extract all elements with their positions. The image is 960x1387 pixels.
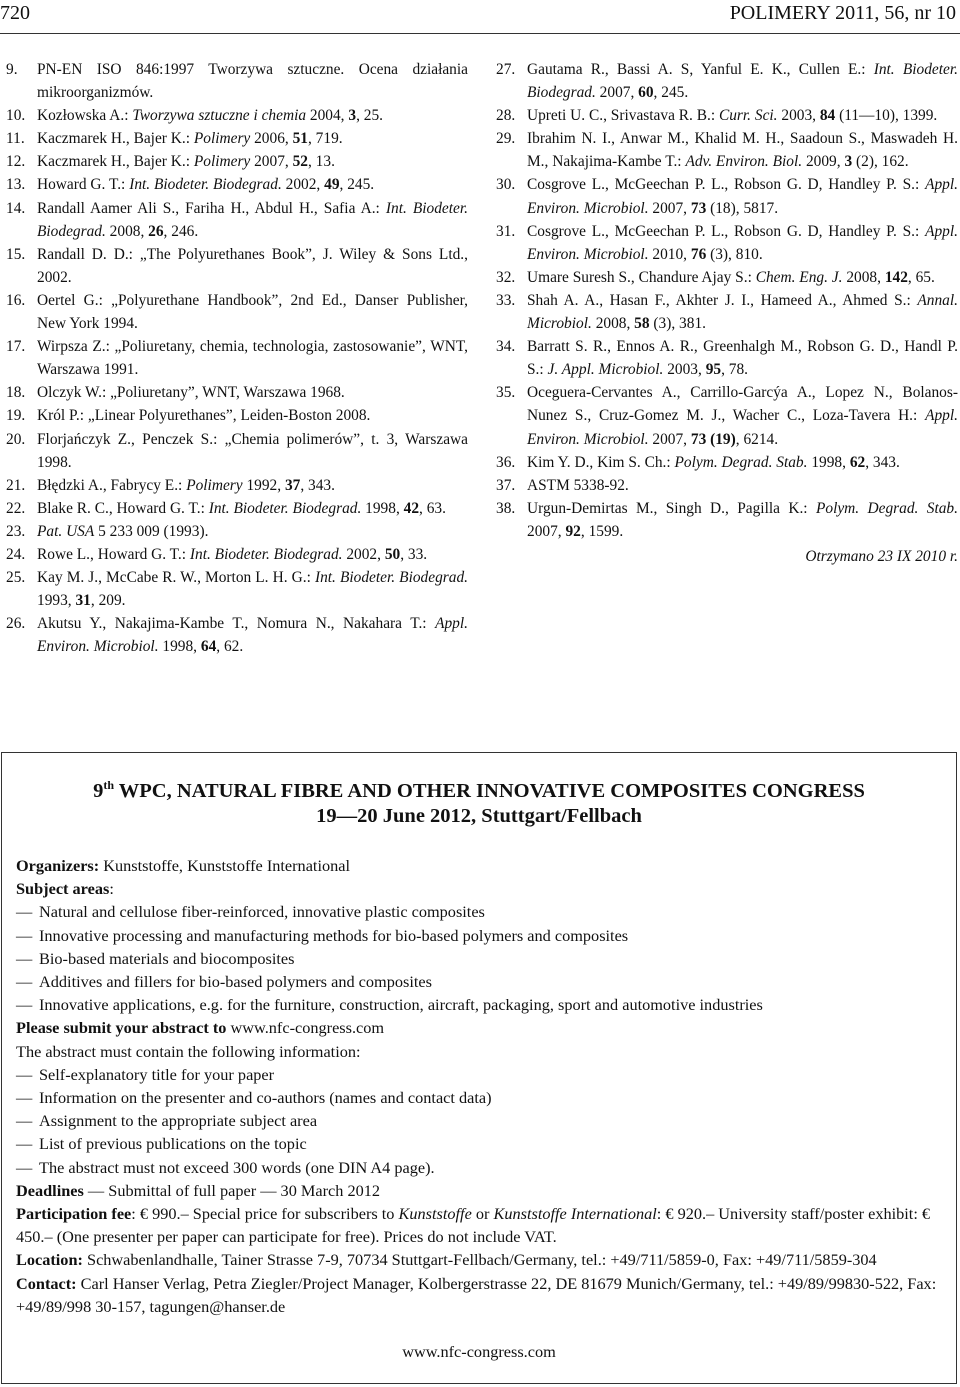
reference-number: 18. xyxy=(6,384,26,402)
reference-item xyxy=(6,428,468,474)
dash-bullet: — xyxy=(16,1157,33,1177)
reference-number: 35. xyxy=(496,384,516,402)
dash-bullet: — xyxy=(16,925,33,945)
references-left-column xyxy=(6,58,468,658)
reference-number: 22. xyxy=(6,499,26,517)
dash-bullet: — xyxy=(16,948,33,968)
reference-item xyxy=(6,520,468,543)
reference-item xyxy=(6,58,468,104)
list-item: — List of previous publications on the topic xyxy=(16,1132,946,1155)
reference-item xyxy=(6,335,468,381)
dash-bullet: — xyxy=(16,1064,33,1084)
list-item: — Information on the presenter and co-authors (names and contact data) xyxy=(16,1086,946,1109)
reference-number: 34. xyxy=(496,338,516,356)
reference-number: 23. xyxy=(6,522,26,540)
list-item: — Bio-based materials and biocomposites xyxy=(16,947,946,970)
reference-item xyxy=(496,451,958,474)
reference-number: 38. xyxy=(496,499,516,517)
reference-text: Ibrahim N. I., Anwar M., Khalid M. H., Saadoun S., Maswadeh H. M., Nakajima-Kambe T.: Adv. Environ. Biol. 2009, 3 (2), 162. xyxy=(527,130,958,171)
abstract-intro: The abstract must contain the following information: xyxy=(16,1041,361,1061)
list-item: — Innovative applications, e.g. for the furniture, construction, aircraft, packaging, sport and automotive industries xyxy=(16,993,946,1016)
reference-item xyxy=(496,474,958,497)
reference-number: 29. xyxy=(496,130,516,148)
reference-text: Pat. USA 5 233 009 (1993). xyxy=(37,522,209,540)
list-item: — Natural and cellulose fiber-reinforced, innovative plastic composites xyxy=(16,900,946,923)
reference-text: Błędzki A., Fabrycy E.: Polimery 1992, 37, 343. xyxy=(37,476,335,494)
reference-text: Shah A. A., Hasan F., Akhter J. I., Hameed A., Ahmed S.: Annal. Microbiol. 2008, 58 (3), 381. xyxy=(527,291,958,333)
reference-item xyxy=(6,404,468,427)
reference-item xyxy=(6,497,468,520)
reference-item xyxy=(6,150,468,173)
announcement-box xyxy=(1,752,957,1384)
reference-item xyxy=(496,289,958,335)
dash-bullet: — xyxy=(16,1088,33,1108)
reference-number: 9. xyxy=(6,61,18,78)
reference-item xyxy=(6,127,468,150)
reference-number: 26. xyxy=(6,615,26,633)
reference-number: 13. xyxy=(6,176,26,194)
reference-text: ASTM 5338-92. xyxy=(527,476,629,494)
reference-text: Kaczmarek H., Bajer K.: Polimery 2006, 51, 719. xyxy=(37,130,343,148)
list-item: — Assignment to the appropriate subject area xyxy=(16,1109,946,1132)
subject-areas-heading: Subject areas: xyxy=(16,879,114,899)
dash-bullet: — xyxy=(16,1111,33,1131)
reference-item xyxy=(496,127,958,173)
reference-number: 15. xyxy=(6,245,26,263)
reference-item xyxy=(6,104,468,127)
reference-number: 37. xyxy=(496,476,516,494)
reference-text: Randall D. D.: „The Polyurethanes Book”, J. Wiley & Sons Ltd., 2002. xyxy=(37,245,468,286)
dash-bullet: — xyxy=(16,995,33,1015)
reference-text: Florjańczyk Z., Penczek S.: „Chemia polimerów”, t. 3, Warszawa 1998. xyxy=(37,430,468,471)
reference-number: 28. xyxy=(496,107,516,125)
header-rule xyxy=(0,33,960,34)
reference-text: Rowe L., Howard G. T.: Int. Biodeter. Biodegrad. 2002, 50, 33. xyxy=(37,545,428,563)
reference-number: 14. xyxy=(6,199,26,217)
reference-number: 16. xyxy=(6,291,26,309)
reference-text: Kozłowska A.: Tworzywa sztuczne i chemia 2004, 3, 25. xyxy=(37,107,384,125)
reference-text: Cosgrove L., McGeechan P. L., Robson G. D, Handley P. S.: Appl. Environ. Microbiol. 2010, 76 (3), 810. xyxy=(527,222,958,263)
reference-item xyxy=(496,220,958,266)
reference-item xyxy=(496,173,958,219)
reference-text: Randall Aamer Ali S., Fariha H., Abdul H., Safia A.: Int. Biodeter. Biodegrad. 2008, 26, 246. xyxy=(37,199,468,240)
reference-number: 24. xyxy=(6,545,26,563)
reference-text: Kaczmarek H., Bajer K.: Polimery 2007, 52, 13. xyxy=(37,153,335,171)
reference-text: Howard G. T.: Int. Biodeter. Biodegrad. 2002, 49, 245. xyxy=(37,176,375,194)
reference-number: 32. xyxy=(496,268,516,286)
reference-item xyxy=(496,266,958,289)
list-item: — The abstract must not exceed 300 words (one DIN A4 page). xyxy=(16,1156,946,1179)
reference-item xyxy=(6,381,468,404)
reference-text: Kay M. J., McCabe R. W., Morton L. H. G.: Int. Biodeter. Biodegrad. 1993, 31, 209. xyxy=(37,569,468,610)
reference-text: Urgun-Demirtas M., Singh D., Pagilla K.: Polym. Degrad. Stab. 2007, 92, 1599. xyxy=(527,499,958,540)
reference-item xyxy=(6,543,468,566)
reference-item xyxy=(6,243,468,289)
reference-text: Wirpsza Z.: „Poliuretany, chemia, technologia, zastosowanie”, WNT, Warszawa 1991. xyxy=(37,338,468,379)
list-item: — Innovative processing and manufacturing methods for bio-based polymers and composites xyxy=(16,924,946,947)
abstract-requirements-list xyxy=(16,1063,946,1179)
organizers-line: Organizers: Kunststoffe, Kunststoffe International xyxy=(16,856,350,875)
page-number: 720 xyxy=(0,2,30,24)
reference-number: 17. xyxy=(6,338,26,356)
participation-fee: Participation fee: € 990.– Special price for subscribers to Kunststoffe or Kunststoffe International: € 920.– University staff/poster exhibit: € 450.– (One presenter per paper can participate for free). Prices do not include VAT. xyxy=(16,1204,931,1247)
reference-number: 27. xyxy=(496,61,516,78)
reference-text: Król P.: „Linear Polyurethanes”, Leiden-Boston 2008. xyxy=(37,407,371,425)
reference-number: 11. xyxy=(6,130,25,148)
reference-number: 12. xyxy=(6,153,26,171)
list-item: — Additives and fillers for bio-based polymers and composites xyxy=(16,970,946,993)
reference-item xyxy=(496,497,958,543)
subject-areas-list xyxy=(16,900,946,1016)
dash-bullet: — xyxy=(16,902,33,922)
reference-item xyxy=(496,58,958,104)
announcement-title: 9th WPC, NATURAL FIBRE AND OTHER INNOVATIVE COMPOSITES CONGRESS 19—20 June 2012, Stuttgart/Fellbach xyxy=(93,778,865,827)
location-line: Location: Schwabenlandhalle, Tainer Strasse 7-9, 70734 Stuttgart-Fellbach/Germany, tel.: +49/711/5859-0, Fax: +49/711/5859-304 xyxy=(16,1250,877,1270)
submit-url-link[interactable]: www.nfc-congress.com xyxy=(226,1018,385,1038)
announcement-body xyxy=(16,854,946,1318)
reference-text: Blake R. C., Howard G. T.: Int. Biodeter. Biodegrad. 1998, 42, 63. xyxy=(37,499,446,517)
reference-text: Oceguera-Cervantes A., Carrillo-Garcýa A., Lopez N., Bolanos-Nunez S., Cruz-Gomez M. J., Wacher C., Loza-Tavera H.: Appl. Environ. Microbiol. 2007, 73 (19), 6214. xyxy=(527,384,958,448)
reference-number: 31. xyxy=(496,222,516,240)
reference-item xyxy=(6,289,468,335)
announcement-dates: 19—20 June 2012, Stuttgart/Fellbach xyxy=(316,805,642,827)
reference-number: 21. xyxy=(6,476,26,494)
contact-line: Contact: Carl Hanser Verlag, Petra Ziegler/Project Manager, Kolbergerstrasse 22, DE 81679 Munich/Germany, tel.: +49/89/99830-522, Fax: +49/89/998 30-157, tagungen@hanser.de xyxy=(16,1273,937,1316)
reference-text: Olczyk W.: „Poliuretany”, WNT, Warszawa 1968. xyxy=(37,384,345,402)
reference-item xyxy=(6,612,468,658)
journal-title: POLIMERY 2011, 56, nr 10 xyxy=(729,2,956,24)
reference-item xyxy=(6,566,468,612)
reference-item xyxy=(496,335,958,381)
reference-number: 20. xyxy=(6,430,26,448)
reference-text: Oertel G.: „Polyurethane Handbook”, 2nd Ed., Danser Publisher, New York 1994. xyxy=(37,291,468,333)
reference-text: Akutsu Y., Nakajima-Kambe T., Nomura N., Nakahara T.: Appl. Environ. Microbiol. 1998, 64, 62. xyxy=(37,615,468,656)
reference-text: Upreti U. C., Srivastava R. B.: Curr. Sci. 2003, 84 (11—10), 1399. xyxy=(527,107,938,125)
reference-number: 30. xyxy=(496,176,516,194)
reference-item xyxy=(6,197,468,243)
deadlines-line: Deadlines — Submittal of full paper — 30 March 2012 xyxy=(16,1180,381,1200)
reference-text: Gautama R., Bassi A. S, Yanful E. K., Cullen E.: Int. Biodeter. Biodegrad. 2007, 60, 245. xyxy=(527,61,958,102)
footer-url-link[interactable]: www.nfc-congress.com xyxy=(402,1342,556,1361)
reference-number: 10. xyxy=(6,107,26,125)
reference-item xyxy=(6,474,468,497)
dash-bullet: — xyxy=(16,972,33,992)
list-item: — Self-explanatory title for your paper xyxy=(16,1063,946,1086)
reference-number: 36. xyxy=(496,453,516,471)
reference-text: Umare Suresh S., Chandure Ajay S.: Chem. Eng. J. 2008, 142, 65. xyxy=(527,268,935,286)
reference-text: Kim Y. D., Kim S. Ch.: Polym. Degrad. Stab. 1998, 62, 343. xyxy=(527,453,900,471)
reference-number: 25. xyxy=(6,569,26,587)
reference-text: Barratt S. R., Ennos A. R., Greenhalgh M., Robson G. D., Handl P. S.: J. Appl. Microbiol. 2003, 95, 78. xyxy=(527,338,958,379)
reference-text: Cosgrove L., McGeechan P. L., Robson G. D, Handley P. S.: Appl. Environ. Microbiol. 2007, 73 (18), 5817. xyxy=(527,176,958,217)
reference-number: 19. xyxy=(6,407,26,425)
reference-item xyxy=(496,381,958,450)
dash-bullet: — xyxy=(16,1134,33,1154)
reference-text: PN-EN ISO 846:1997 Tworzywa sztuczne. Ocena działania mikroorganizmów. xyxy=(37,61,468,102)
references-right-column xyxy=(496,58,958,568)
reference-item xyxy=(6,173,468,196)
submit-line: Please submit your abstract to www.nfc-congress.com xyxy=(16,1018,385,1038)
reference-number: 33. xyxy=(496,291,516,309)
received-date: Otrzymano 23 IX 2010 r. xyxy=(805,547,958,565)
reference-item xyxy=(496,104,958,127)
